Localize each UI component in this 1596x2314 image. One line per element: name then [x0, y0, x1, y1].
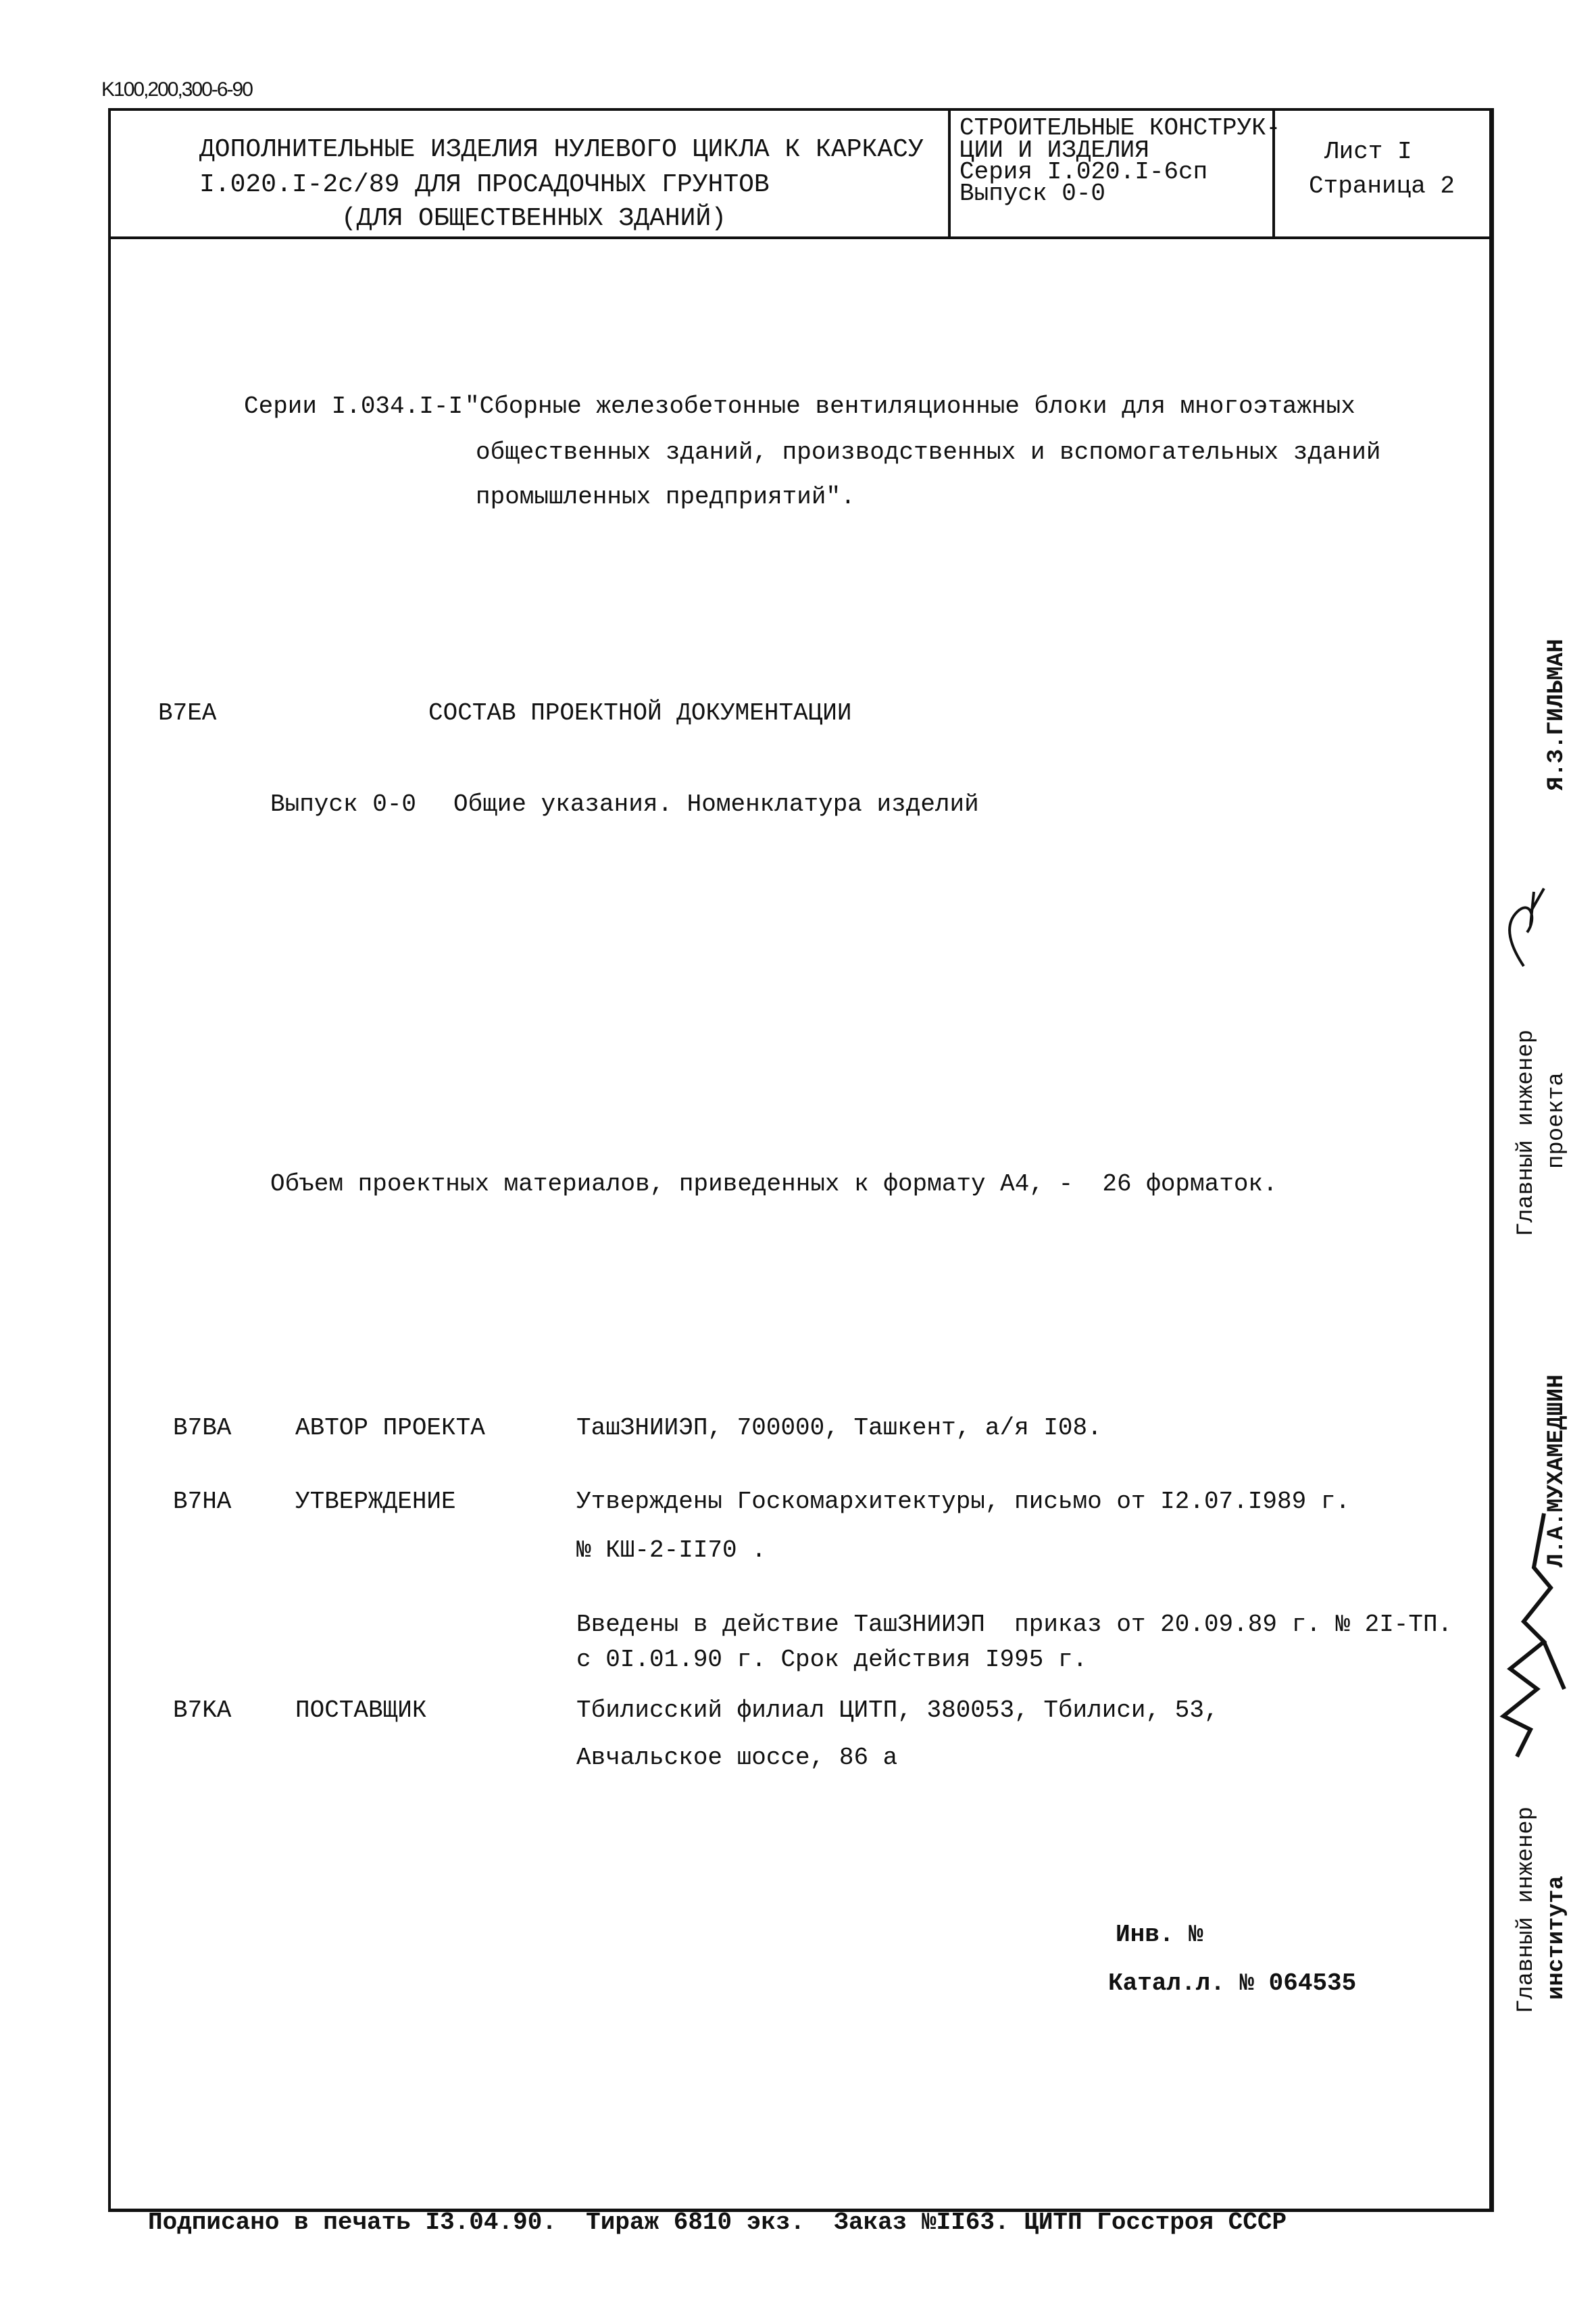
entry-value: ТашЗНИИЭП, 700000, Ташкент, а/я I08.	[576, 1414, 1102, 1442]
series-line: СТРОИТЕЛЬНЫЕ КОНСТРУК-	[959, 114, 1281, 142]
series-ref-label: Серии I.034.I-I	[244, 393, 464, 420]
page-frame	[108, 108, 1494, 2212]
catalog-number: Катал.л. № 064535	[1108, 1969, 1357, 1997]
series-line: ЦИИ И ИЗДЕЛИЯ	[959, 136, 1149, 164]
institute-role: Главный инженер	[1514, 1806, 1539, 2013]
entry-code: B7HA	[173, 1488, 232, 1515]
issue-label: Выпуск 0-0	[270, 790, 417, 818]
entry-value: Введены в действие ТашЗНИИЭП приказ от 20.09.89 г. № 2I-ТП.	[576, 1611, 1453, 1638]
print-footer: Подписано в печать I3.04.90. Тираж 6810 экз. Заказ №II63. ЦИТП Госстроя СССР	[148, 2209, 1287, 2236]
entry-label: УТВЕРЖДЕНИЕ	[295, 1488, 456, 1515]
entry-value: Авчальское шоссе, 86 а	[576, 1744, 898, 1771]
series-ref-line: "Сборные железобетонные вентиляционные блоки для многоэтажных	[465, 393, 1355, 420]
series-ref-line: промышленных предприятий".	[476, 483, 855, 511]
issue-description: Общие указания. Номенклатура изделий	[453, 790, 979, 818]
entry-code: B7KA	[173, 1696, 232, 1724]
project-role: проекта	[1544, 1072, 1570, 1169]
entry-value: Утверждены Госкомархитектуры, письмо от I2.07.I989 г.	[576, 1488, 1350, 1515]
series-line: Выпуск 0-0	[959, 180, 1106, 207]
header-divider	[108, 236, 1491, 239]
entry-code: B7BA	[173, 1414, 232, 1442]
signature-icon	[1497, 885, 1551, 973]
institute-role: института	[1544, 1876, 1570, 2000]
header-column-divider	[948, 108, 951, 238]
title-line: I.020.I-2с/89 ДЛЯ ПРОСАДОЧНЫХ ГРУНТОВ	[199, 170, 770, 199]
title-line: (ДЛЯ ОБЩЕСТВЕННЫХ ЗДАНИЙ)	[341, 204, 727, 233]
composition-title: СОСТАВ ПРОЕКТНОЙ ДОКУМЕНТАЦИИ	[428, 699, 852, 727]
document-code: K100,200,300-6-90	[101, 78, 252, 101]
series-ref-line: общественных зданий, производственных и вспомогательных зданий	[476, 438, 1381, 466]
sheet-number: Лист I	[1324, 138, 1412, 166]
project-name: Я.З.ГИЛЬМАН	[1544, 638, 1570, 790]
institute-name: Л.А.МУХАМЕДШИН	[1544, 1374, 1570, 1567]
entry-value: № КШ-2-II70 .	[576, 1536, 766, 1564]
entry-label: АВТОР ПРОЕКТА	[295, 1414, 485, 1442]
volume-text: Объем проектных материалов, приведенных к формату А4, - 26 форматок.	[270, 1170, 1278, 1198]
signature-icon	[1476, 1473, 1571, 1770]
composition-code: B7EA	[158, 699, 217, 727]
entry-label: ПОСТАВЩИК	[295, 1696, 427, 1724]
page-number: Страница 2	[1309, 172, 1455, 200]
project-role: Главный инженер	[1514, 1029, 1539, 1236]
entry-value: Тбилисский филиал ЦИТП, 380053, Тбилиси, 53,	[576, 1696, 1219, 1724]
entry-value: с 0I.01.90 г. Срок действия I995 г.	[576, 1646, 1088, 1674]
inventory-number: Инв. №	[1116, 1921, 1203, 1948]
series-line: Серия I.020.I-6сп	[959, 158, 1208, 186]
title-line: ДОПОЛНИТЕЛЬНЫЕ ИЗДЕЛИЯ НУЛЕВОГО ЦИКЛА К КАРКАСУ	[199, 135, 924, 164]
